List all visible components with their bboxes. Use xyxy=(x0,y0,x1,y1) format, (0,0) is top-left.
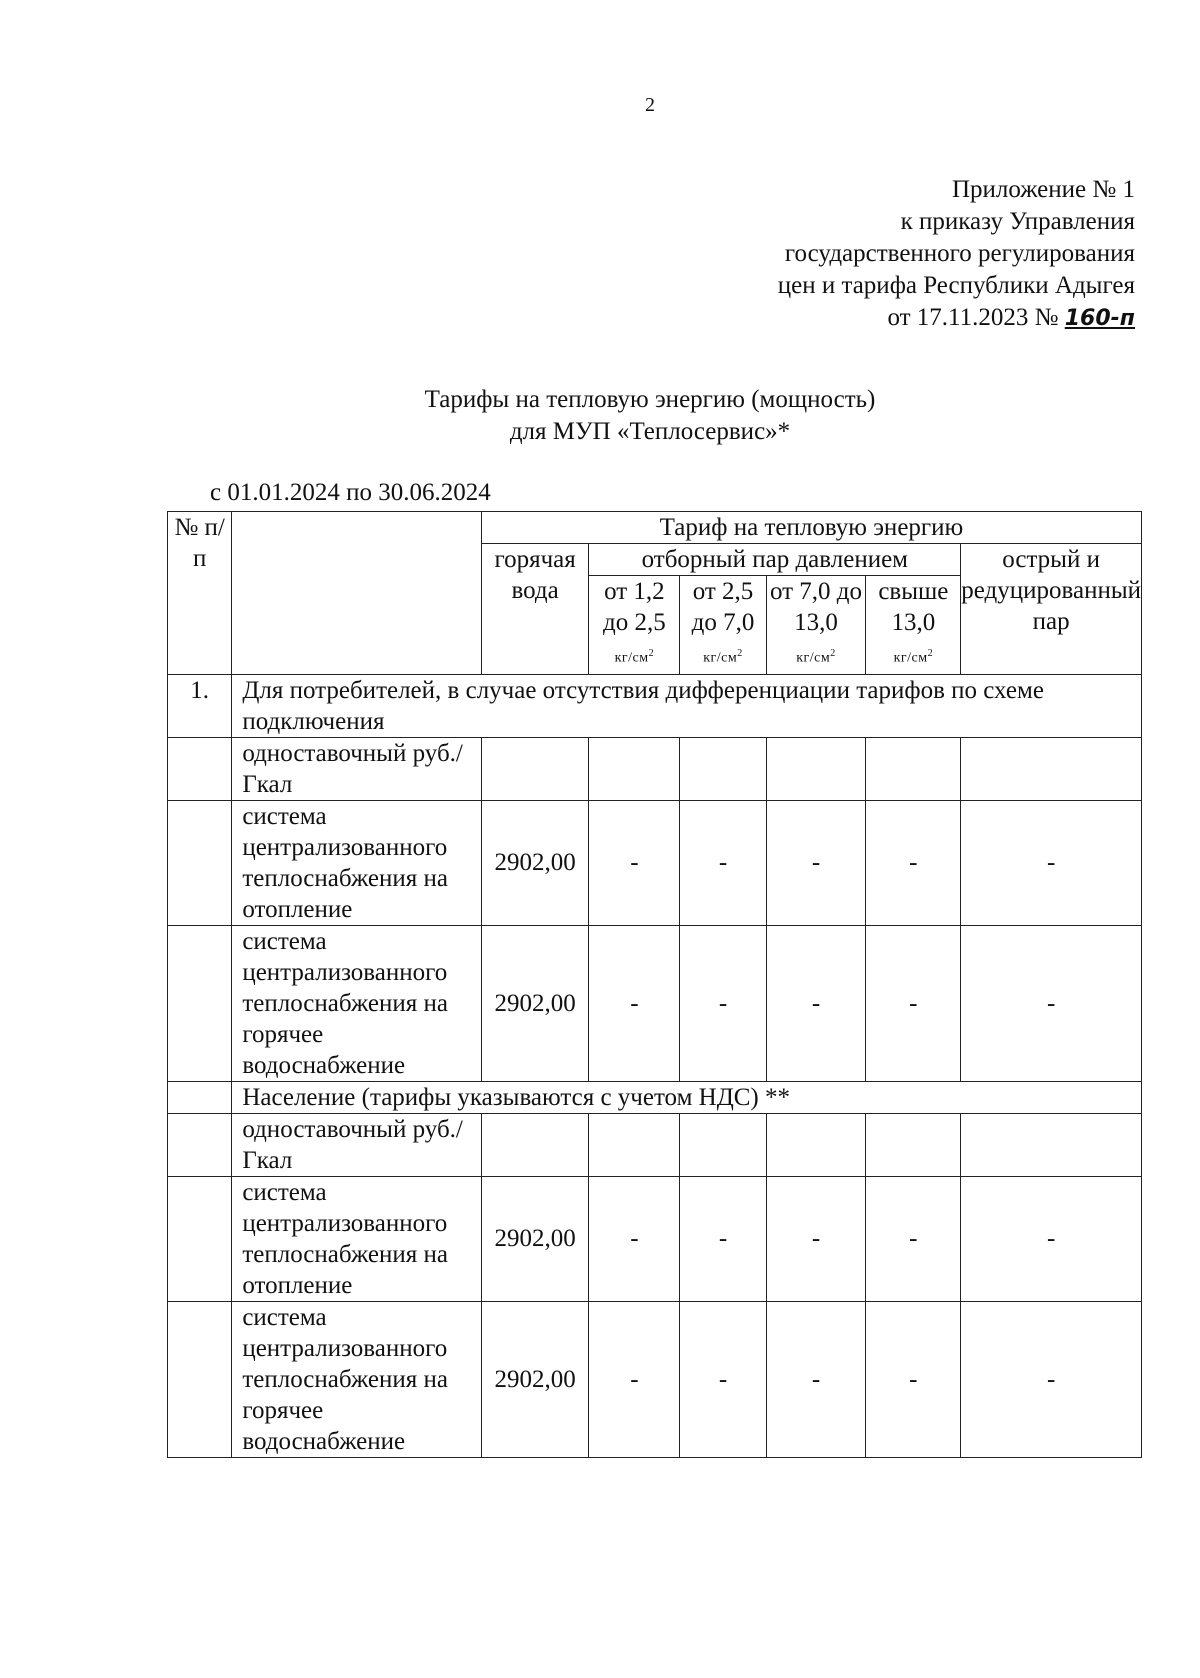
row-name: система централизованного теплоснабжения на горячее водоснабжение xyxy=(232,1301,482,1457)
rate-type: одноставочный руб./Гкал xyxy=(232,1113,482,1176)
rate-type: одноставочный руб./Гкал xyxy=(232,737,482,800)
header-name xyxy=(232,512,482,675)
appendix-line: государственного регулирования xyxy=(784,240,1135,267)
unit-label: $кг/см^2$ xyxy=(703,648,743,666)
section-title: Население (тарифы указываются с учетом НДС) ** xyxy=(232,1081,1142,1113)
table-row xyxy=(168,1301,1142,1457)
value-p3: - xyxy=(766,800,866,925)
appendix-line: Приложение № 1 xyxy=(951,176,1135,203)
value-hot-water: 2902,00 xyxy=(481,1176,588,1301)
value-sharp: - xyxy=(961,800,1142,925)
value-hot-water: 2902,00 xyxy=(481,1301,588,1457)
value-p2: - xyxy=(680,800,766,925)
header-p4 xyxy=(866,576,961,675)
section-title: Для потребителей, в случае отсутствия дифференциации тарифов по схеме подключения xyxy=(232,674,1142,737)
header-hot-water: горячая вода xyxy=(481,544,588,675)
table-row xyxy=(168,1113,1142,1176)
order-number: 160-п xyxy=(1064,306,1135,331)
appendix-date: от 17.11.2023 № xyxy=(887,304,1059,331)
header-num: № п/п xyxy=(168,512,232,675)
table-row xyxy=(168,925,1142,1081)
tariff-table xyxy=(167,511,1142,1458)
period-label: с 01.01.2024 по 30.06.2024 xyxy=(210,479,491,506)
value-hot-water: 2902,00 xyxy=(481,800,588,925)
header-p3 xyxy=(766,576,866,675)
header-p3-label: от 7,0 до 13,0 xyxy=(769,578,863,636)
value-p3: - xyxy=(766,1301,866,1457)
row-name: система централизованного теплоснабжения на отопление xyxy=(232,1176,482,1301)
header-steam: отборный пар давлением xyxy=(589,544,961,576)
table-row xyxy=(168,800,1142,925)
header-p1 xyxy=(589,576,680,675)
value-p1: - xyxy=(589,1301,680,1457)
value-p2: - xyxy=(680,1176,766,1301)
header-tariff: Тариф на тепловую энергию xyxy=(481,512,1141,544)
table-row xyxy=(168,737,1142,800)
value-p1: - xyxy=(589,800,680,925)
title-line: для МУП «Теплосервис»* xyxy=(509,418,791,445)
value-sharp: - xyxy=(961,925,1142,1081)
header-p1-label: от 1,2 до 2,5 xyxy=(603,578,666,636)
header-p2 xyxy=(680,576,766,675)
value-hot-water: 2902,00 xyxy=(481,925,588,1081)
value-p3: - xyxy=(766,925,866,1081)
unit-label: $кг/см^2$ xyxy=(796,648,836,666)
unit-label: $кг/см^2$ xyxy=(614,648,655,666)
value-p4: - xyxy=(866,1176,961,1301)
appendix-block xyxy=(615,174,1135,335)
header-sharp-steam: острый и редуцированный пар xyxy=(961,544,1142,675)
table-row xyxy=(168,1176,1142,1301)
header-p4-label: свыше 13,0 xyxy=(878,578,949,636)
row-name: система централизованного теплоснабжения на горячее водоснабжение xyxy=(232,925,482,1081)
title-line: Тарифы на тепловую энергию (мощность) xyxy=(424,386,876,413)
value-p4: - xyxy=(866,1301,961,1457)
value-p3: - xyxy=(766,1176,866,1301)
appendix-date-line xyxy=(615,302,1135,335)
value-sharp: - xyxy=(961,1176,1142,1301)
value-sharp: - xyxy=(961,1301,1142,1457)
value-p4: - xyxy=(866,925,961,1081)
page-number: 2 xyxy=(645,94,655,116)
row-name: система централизованного теплоснабжения на отопление xyxy=(232,800,482,925)
value-p1: - xyxy=(589,1176,680,1301)
value-p2: - xyxy=(680,1301,766,1457)
value-p4: - xyxy=(866,800,961,925)
section-row xyxy=(168,1081,1142,1113)
document-title xyxy=(280,384,1020,448)
header-row xyxy=(168,512,1142,544)
section-row xyxy=(168,674,1142,737)
unit-label: $кг/см^2$ xyxy=(893,648,934,666)
value-p2: - xyxy=(680,925,766,1081)
header-p2-label: от 2,5 до 7,0 xyxy=(691,578,755,636)
appendix-line: к приказу Управления xyxy=(900,208,1135,235)
section-num: 1. xyxy=(168,674,232,737)
value-p1: - xyxy=(589,925,680,1081)
appendix-line: цен и тарифа Республики Адыгея xyxy=(777,272,1135,299)
